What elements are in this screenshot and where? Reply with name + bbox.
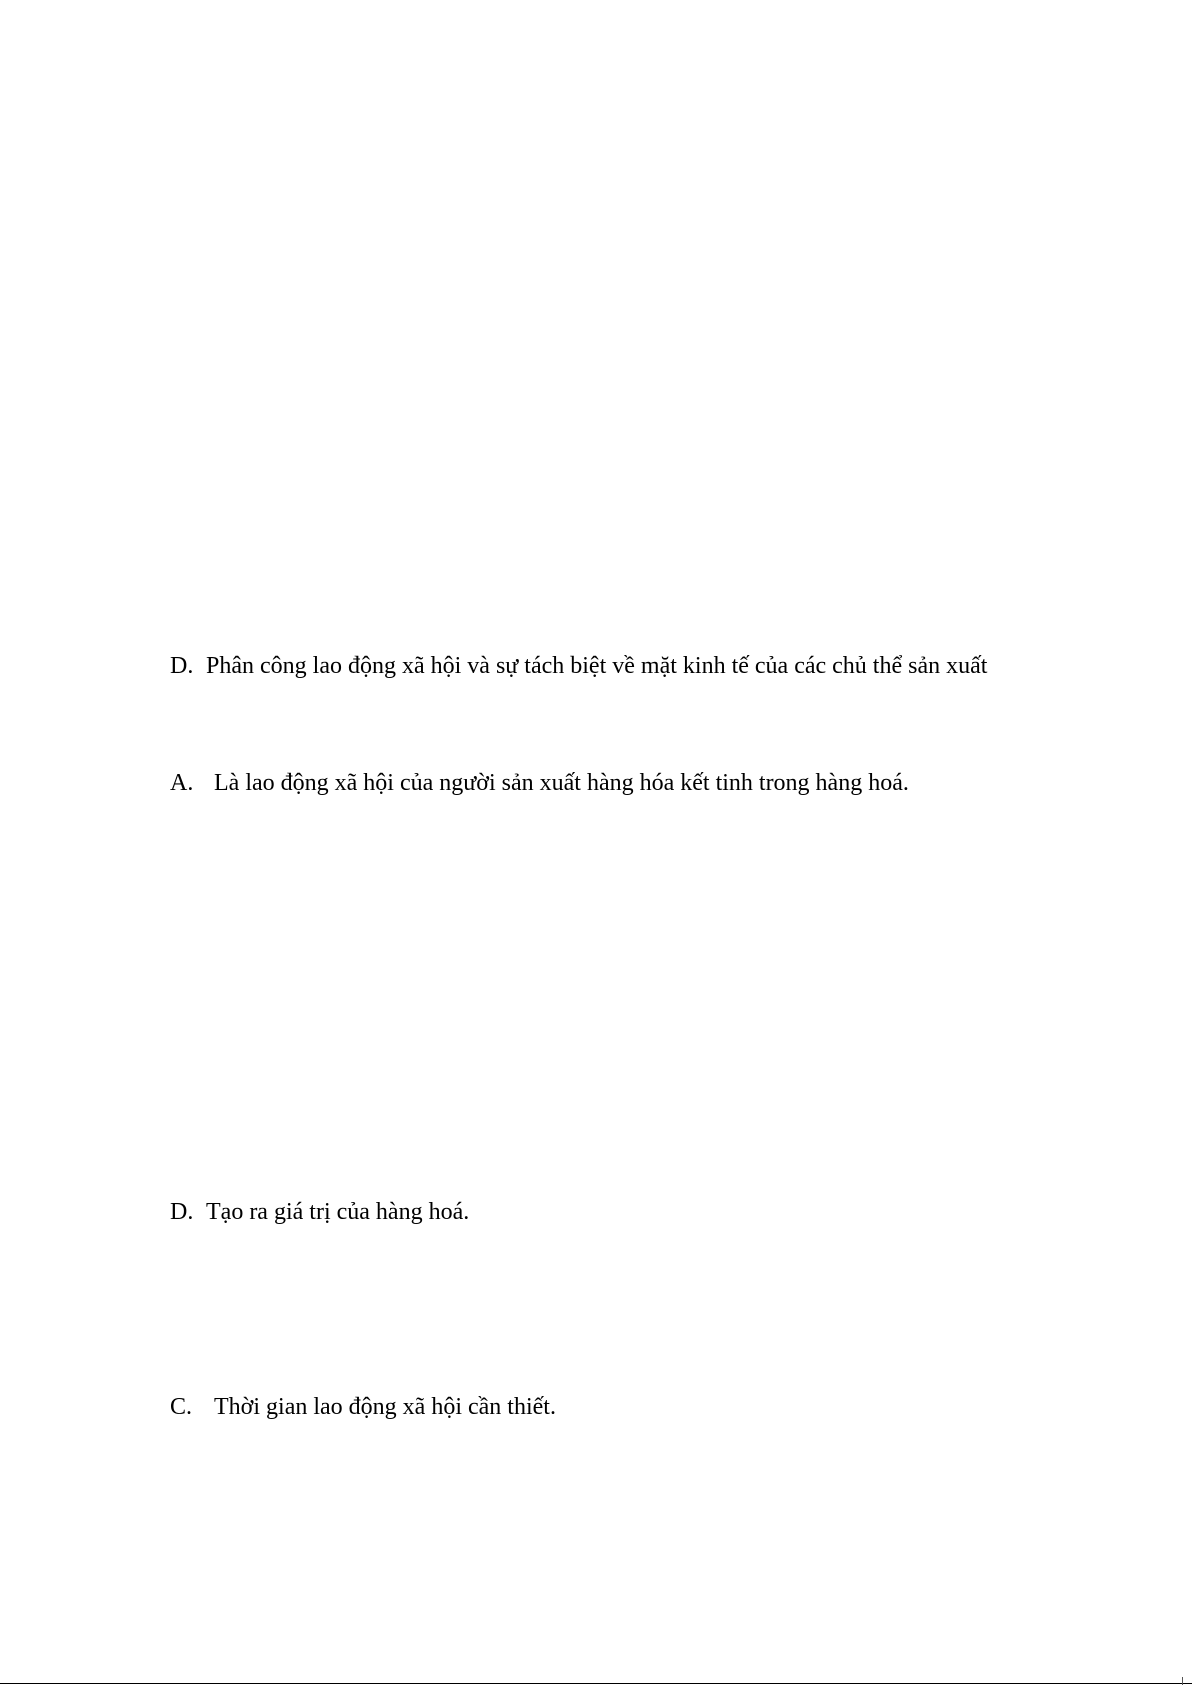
- answer-option: [170, 1392, 556, 1422]
- option-letter: A.: [170, 770, 194, 796]
- option-text: Là lao động xã hội của người sản xuất hàng hóa kết tinh trong hàng hoá.: [214, 770, 909, 796]
- option-text: Tạo ra giá trị của hàng hoá.: [206, 1199, 470, 1225]
- option-text: Thời gian lao động xã hội cần thiết.: [214, 1394, 556, 1420]
- option-letter: C.: [170, 1394, 193, 1420]
- footer-rule: [0, 1683, 1192, 1684]
- answer-option: [170, 768, 909, 798]
- edge-mark: [1182, 1677, 1183, 1685]
- option-text: Phân công lao động xã hội và sự tách biệt về mặt kinh tế của các chủ thể sản xuất: [206, 653, 988, 679]
- answer-option: [170, 651, 987, 681]
- option-letter: D.: [170, 653, 194, 679]
- option-letter: D.: [170, 1199, 194, 1225]
- answer-option: [170, 1197, 469, 1227]
